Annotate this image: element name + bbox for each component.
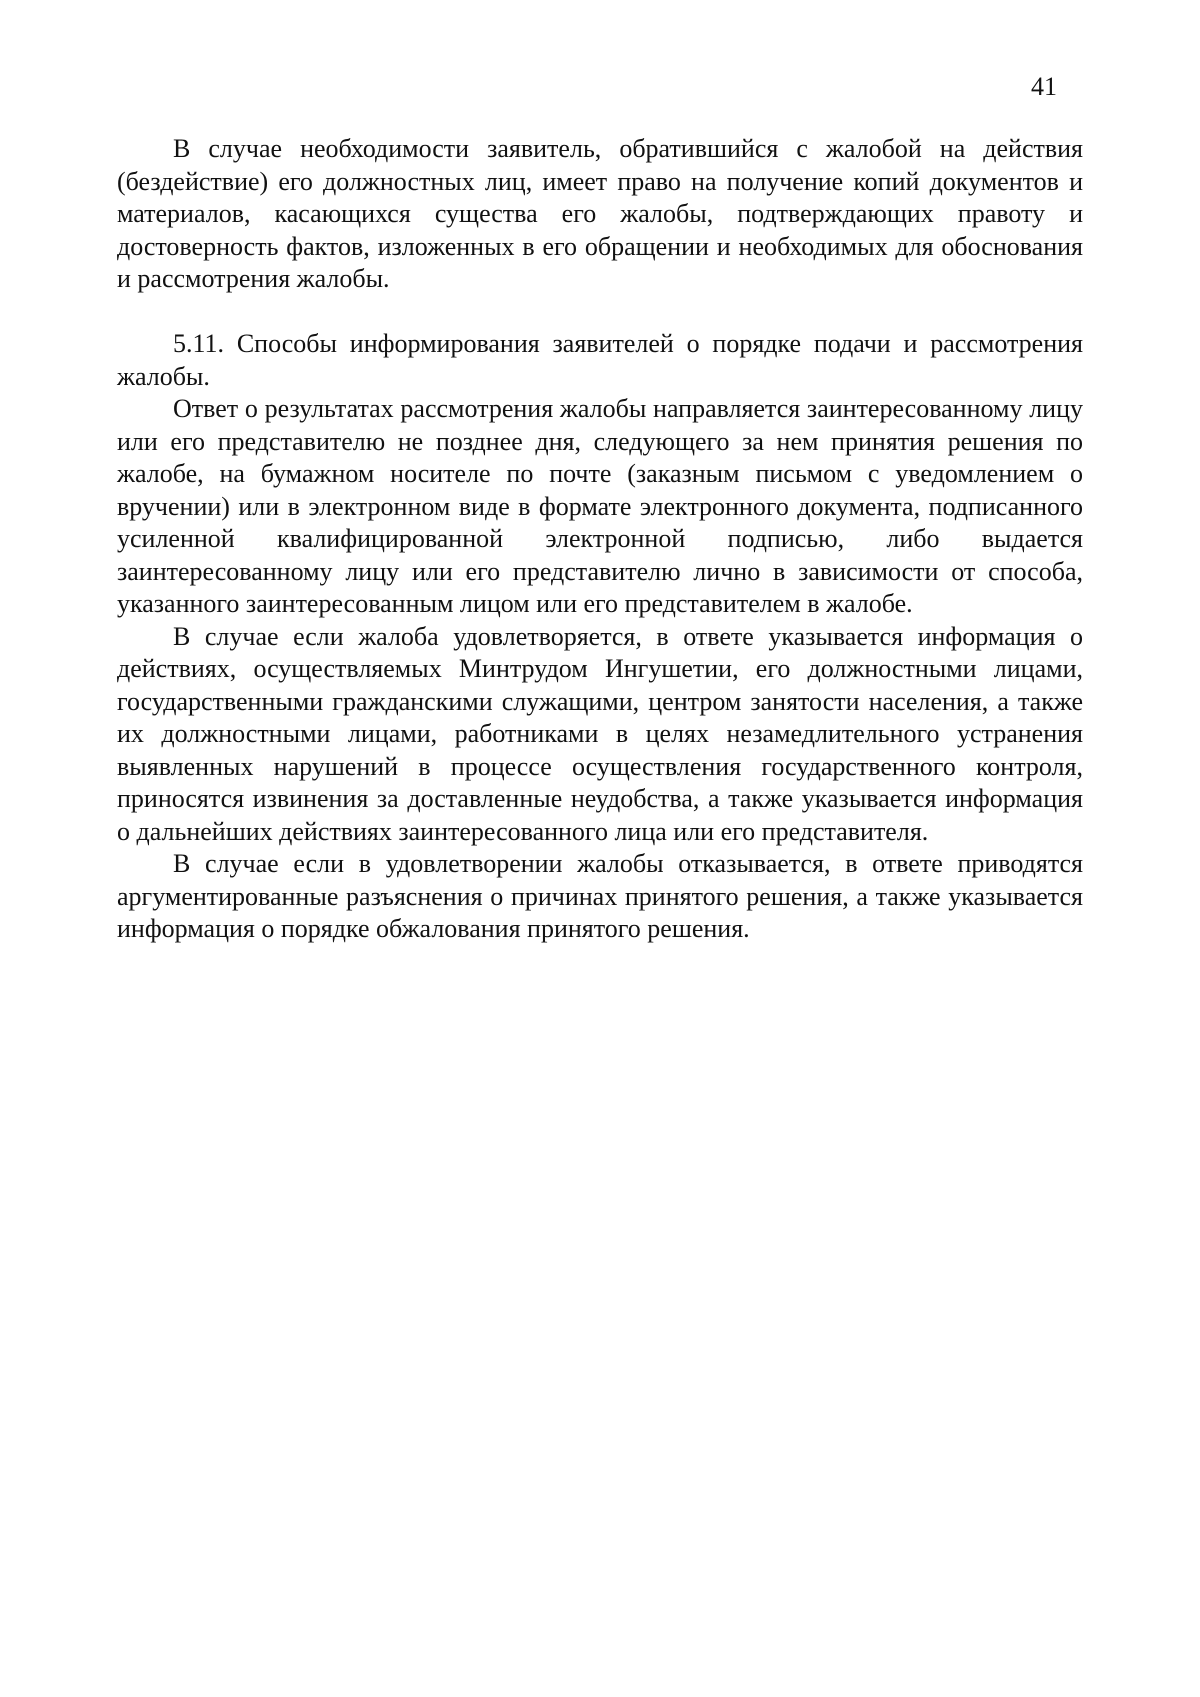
paragraph-spacer xyxy=(117,296,1083,329)
section-heading-5-11: 5.11. Способы информирования заявителей о порядке подачи и рассмотрения жалобы. xyxy=(117,329,1083,391)
page-number: 41 xyxy=(1031,72,1057,101)
document-body xyxy=(117,133,1083,946)
paragraph-copies-right: В случае необходимости заявитель, обратившийся с жалобой на действия (бездействие) его должностных лиц, имеет право на получение копий документов и материалов, касающихся существа его жалобы, подтверждающих правоту и достоверность фактов, изложенных в его обращении и необходимых для обоснования и рассмотрения жалобы. xyxy=(117,134,1083,293)
paragraph-response-delivery: Ответ о результатах рассмотрения жалобы направляется заинтересованному лицу или его представителю не позднее дня, следующего за нем принятия решения по жалобе, на бумажном носителе по почте (заказным письмом с уведомлением о вручении) или в электронном виде в формате электронного документа, подписанного усиленной квалифицированной электронной подписью, либо выдается заинтересованному лицу или его представителю лично в зависимости от способа, указанного заинтересованным лицом или его представителем в жалобе. xyxy=(117,394,1083,618)
paragraph-complaint-rejected: В случае если в удовлетворении жалобы отказывается, в ответе приводятся аргументированные разъяснения о причинах принятого решения, а также указывается информация о порядке обжалования принятого решения. xyxy=(117,849,1083,943)
paragraph-complaint-satisfied: В случае если жалоба удовлетворяется, в ответе указывается информация о действиях, осуществляемых Минтрудом Ингушетии, его должностными лицами, государственными гражданскими служащими, центром занятости населения, а также их должностными лицами, работниками в целях незамедлительного устранения выявленных нарушений в процессе осуществления государственного контроля, приносятся извинения за доставленные неудобства, а также указывается информация о дальнейших действиях заинтересованного лица или его представителя. xyxy=(117,621,1083,846)
